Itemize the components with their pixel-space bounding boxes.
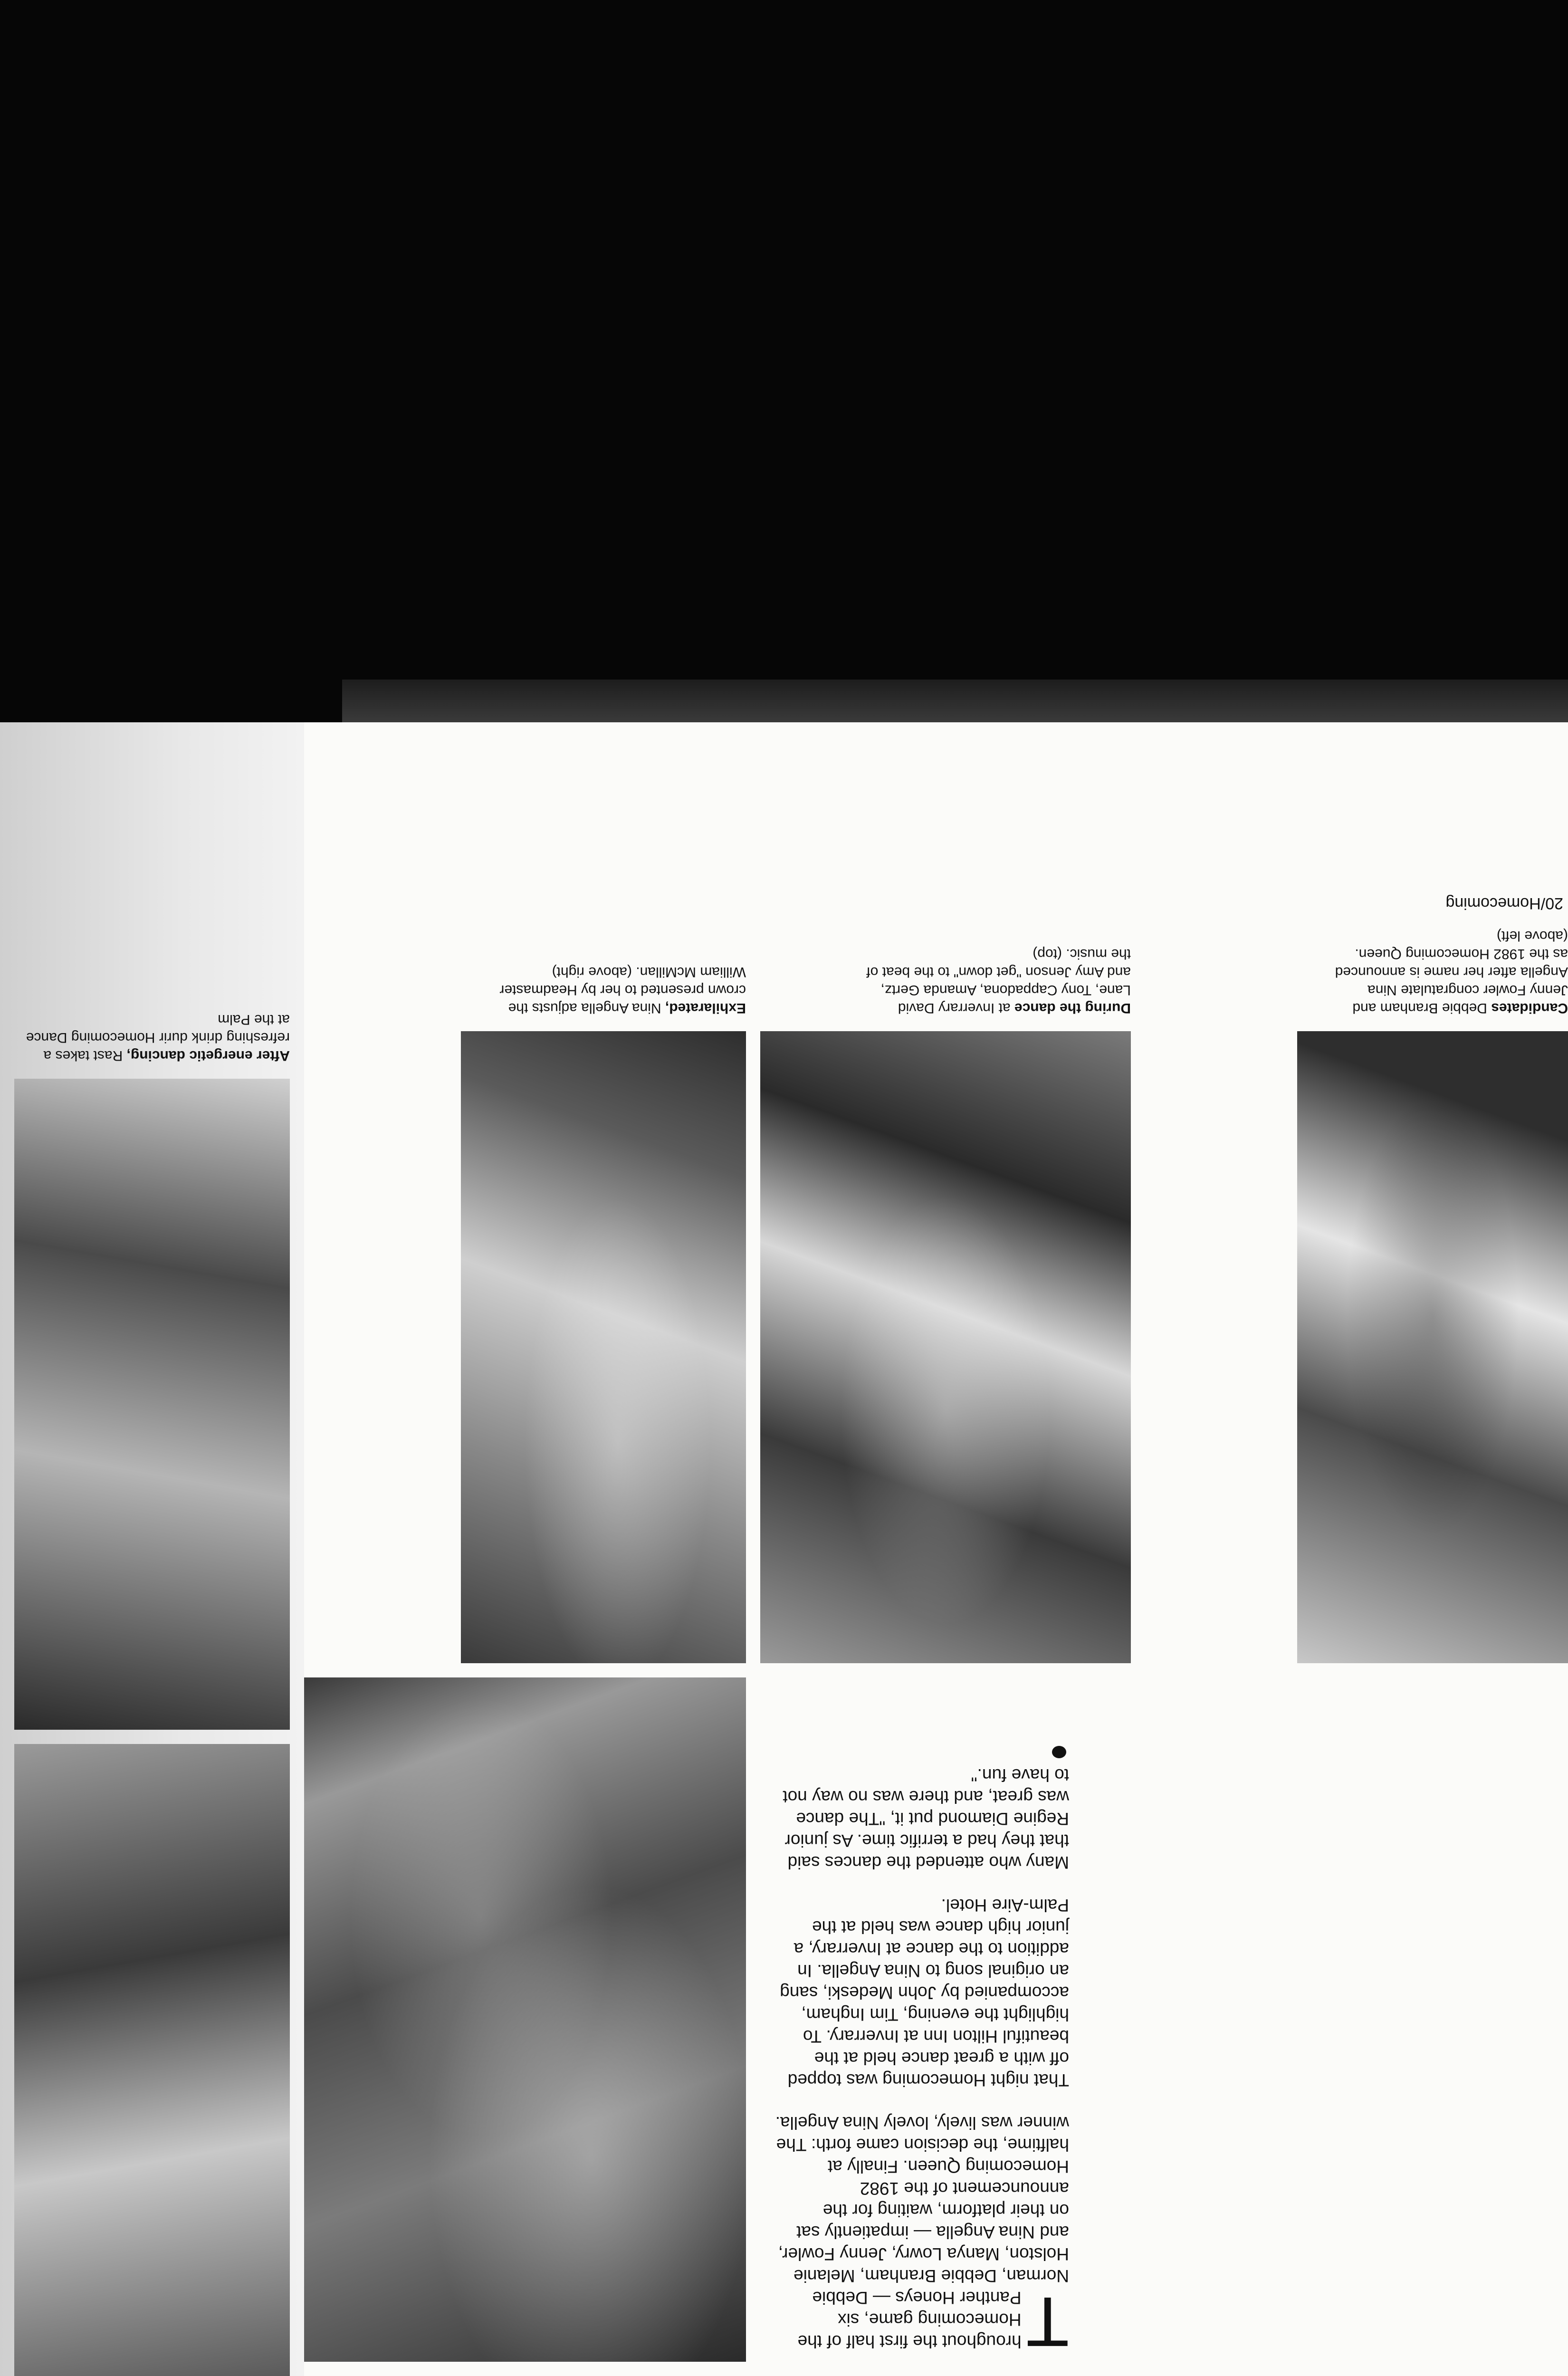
photo-candidates (1297, 1031, 1568, 1663)
drop-cap: T (1026, 2282, 1069, 2361)
photo-facing-top (14, 1744, 290, 2376)
page-folio: 20/Homecoming (1445, 894, 1563, 912)
black-background-panel (0, 0, 1568, 722)
caption-exhilarated (480, 963, 746, 1017)
photo-dance-group (304, 1677, 746, 2362)
article-paragraph-2: That night Homecoming was topped off with a great dance held at the beautiful Hilton Inn at Inverrary. To highlight the evening, Tim Ingham, accompanied by John Medeski, sang an original song to Nina Angella. In addition to the dance at Inverrary, a junior high dance was held at the Palm-Aire Hotel. (780, 1896, 1069, 2090)
article-text (774, 1742, 1069, 2361)
caption-candidates (1321, 927, 1568, 1017)
caption-after-dancing (24, 1010, 290, 1064)
caption-exhilarated-text: Nina Angella adjusts the crown presented to her by Headmaster William McMillan. (above right) (499, 964, 746, 1016)
yearbook-page (304, 722, 1568, 2376)
photo-facing-drinking (14, 1079, 290, 1730)
panther-logo-icon (1052, 1746, 1066, 1758)
caption-dance-lead: During the dance (1014, 1000, 1131, 1016)
article-paragraph-3: Many who attended the dances said that they had a terrific time. As junior Regine Diamond put it, "The dance was great, and there was no way not to have fun." (783, 1765, 1069, 1872)
caption-after-text: Rast takes a refreshing drink durir Homecoming Dance at the Palm (26, 1012, 290, 1063)
caption-after-lead: After energetic dancing, (126, 1048, 290, 1063)
caption-candidates-text: Debbie Branham and Jenny Fowler congratulate Nina Angella after her name is announced as the 1982 Homecoming Queen. (above left) (1335, 928, 1568, 1016)
photo-candidates-dancing (760, 1031, 1131, 1663)
caption-dance-text: at Inverrary David Lane, Tony Cappadona, Amanda Gertz, and Amy Jenson "get down" to the beat of the music. (top) (866, 946, 1131, 1016)
caption-candidates-lead: Candidates (1491, 1000, 1568, 1016)
book-edge-strip (342, 680, 1568, 722)
photo-crown-adjust (461, 1031, 746, 1663)
article-paragraph-1: hroughout the first half of the Homecoming game, six Panther Honeys — Debbie Norman, Debbie Branham, Melanie Holston, Manya Lowry, Jenny Fowler, and Nina Angella — impatiently sat on their platform, waiting for the announcement of the 1982 Homecoming Queen. Finally at halftime, the decision came forth: The winner was lively, lovely Nina Angella. (775, 2113, 1069, 2351)
facing-page-photos (14, 722, 290, 2376)
caption-dance (865, 945, 1131, 1017)
caption-exhilarated-lead: Exhilarated, (665, 1000, 746, 1016)
